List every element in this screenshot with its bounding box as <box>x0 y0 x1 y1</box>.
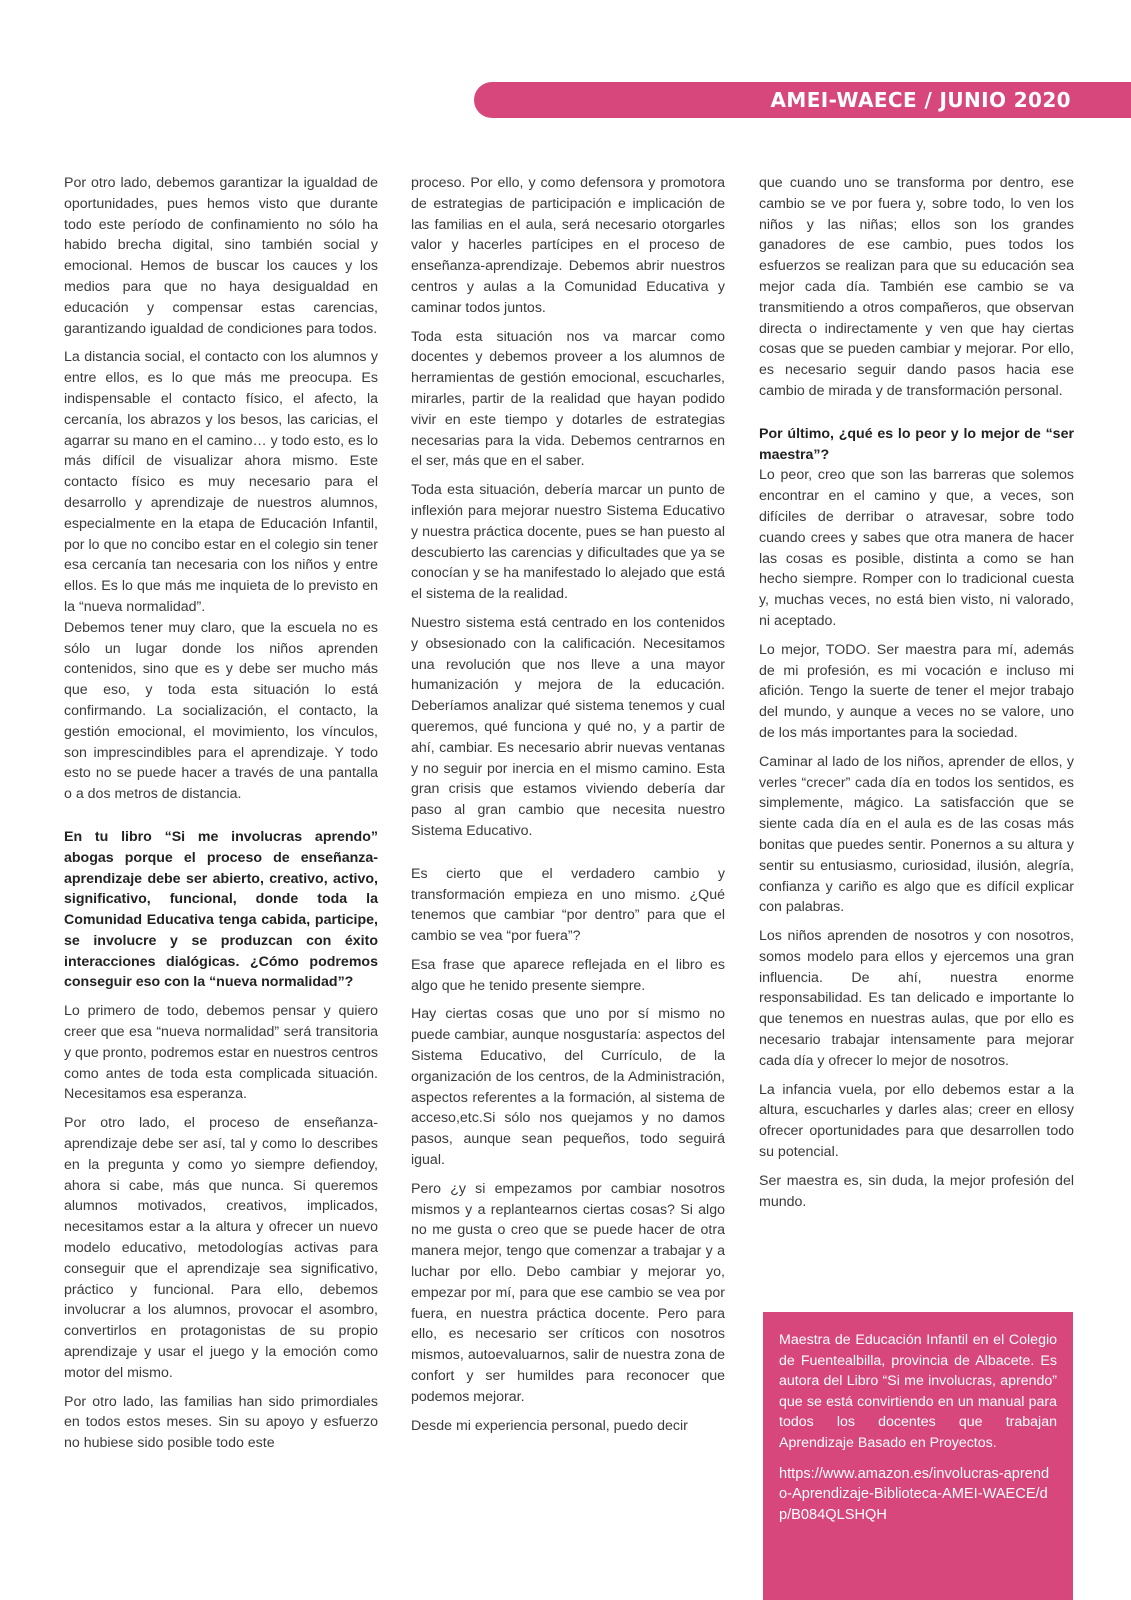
paragraph: La distancia social, el contacto con los alumnos y entre ellos, es lo que más me preocupa. Es indispensable el contacto físico, el afecto, la cercanía, los abrazos y los besos, las caricias, el agarrar su mano en el camino… y todo esto, es lo más difícil de visualizar ahora mismo. Este contacto físico es muy necesario para el desarrollo y aprendizaje de nuestros alumnos, especialmente en la etapa de Educación Infantil, por lo que no concibo estar en el colegio sin tener esa cercanía tan necesaria con los niños y entre ellos. Es lo que más me inquieta de lo previsto en la “nueva normalidad”. <box>64 349 378 615</box>
paragraph: Ser maestra es, sin duda, la mejor profesión del mundo. <box>759 1172 1074 1210</box>
paragraph: Toda esta situación nos va marcar como docentes y debemos proveer a los alumnos de herramientas de gestión emocional, escucharles, mirarles, partir de la realidad que hayan podido vivir en este tiempo y dotarles de estrategias necesarias para la vida. Debemos centrarnos en el ser, más que en el saber. <box>411 328 725 470</box>
paragraph: Caminar al lado de los niños, aprender de ellos, y verles “crecer” cada día en todos los sentidos, es simplemente, mágico. La satisfacción que se siente cada día en el aula es de las cosas más bonitas que puedes sentir. Ponernos a su altura y sentir su entusiasmo, curiosidad, ilusión, alegría, confianza y cariño es algo que es difícil explicar con palabras. <box>759 753 1074 916</box>
paragraph: Los niños aprenden de nosotros y con nosotros, somos modelo para ellos y ejercemos una gran influencia. De ahí, nuestra enorme responsabilidad. Es tan delicado e importante lo que tenemos en nuestras aulas, que por ello es necesario trabajar intensamente para mejorar cada día y ofrecer lo mejor de nosotros. <box>759 928 1074 1069</box>
paragraph: Lo primero de todo, debemos pensar y quiero creer que esa “nueva normalidad” será transitoria y que pronto, podremos estar en nuestros centros como antes de toda esta complicada situación. Necesitamos esa esperanza. <box>64 1003 378 1103</box>
paragraph: La infancia vuela, por ello debemos estar a la altura, escucharles y darles alas; creer en ellosy ofrecer oportunidades para que desarrollen todo su potencial. <box>759 1081 1074 1161</box>
paragraph: Pero ¿y si empezamos por cambiar nosotros mismos y a replantearnos ciertas cosas? Si algo no me gusta o creo que se puede hacer de otra manera mejor, tengo que comenzar a trabajar y a luchar por ello. Debo cambiar y mejorar yo, empezar por mí, para que ese cambio se vea por fuera, en nuestra práctica docente. Pero para ello, es necesario ser críticos con nosotros mismos, autoevaluarnos, salir de nuestra zona de confort y ser humildes para reconocer que podemos mejorar. <box>411 1180 725 1405</box>
paragraph: Esa frase que aparece reflejada en el libro es algo que he tenido presente siempre. <box>411 956 725 994</box>
paragraph: Por otro lado, el proceso de enseñanza-aprendizaje debe ser así, tal y como lo describes en la pregunta y como yo siempre defiendoy, ahora si cabe, más que nunca. Si queremos alumnos motivados, creativos, implicados, necesitamos estar a la altura y ofrecer un nuevo modelo educativo, metodologías activas para conseguir que el aprendizaje sea significativo, práctico y funcional. Para ello, debemos involucrar a los alumnos, provocar el asombro, convertirlos en protagonistas de su propio aprendizaje y usar el juego y la emoción como motor del mismo. <box>64 1115 378 1381</box>
header-title: AMEI-WAECE / JUNIO 2020 <box>770 88 1071 112</box>
header-bar <box>474 82 1131 118</box>
paragraph: Por otro lado, las familias han sido primordiales en todos estos meses. Sin su apoyo y esfuerzo no hubiese sido posible todo este <box>64 1393 378 1452</box>
column-1 <box>64 173 378 1462</box>
paragraph: Por otro lado, debemos garantizar la igualdad de oportunidades, pues hemos visto que durante todo este período de confinamiento no sólo ha habido brecha digital, sino también social y emocional. Hemos de buscar los cauces y los medios para que no haya desigualdad en educación y compensar estas carencias, garantizando igualdad de condiciones para todos. <box>64 175 378 337</box>
paragraph: Hay ciertas cosas que uno por sí mismo no puede cambiar, aunque nosgustaría: aspectos del Sistema Educativo, del Currículo, de la organización de los centros, de la Administración, aspectos referentes a la formación, al sistema de acceso,etc.Si sólo nos quejamos y no damos pasos, aunque sean pequeños, todo seguirá igual. <box>411 1006 725 1169</box>
question-heading: Por último, ¿qué es lo peor y lo mejor de “ser maestra”? <box>759 425 1074 463</box>
paragraph: proceso. Por ello, y como defensora y promotora de estrategias de participación e implicación de las familias en el aula, será necesario otorgarles valor y hacerles partícipes en el proceso de enseñanza-aprendizaje. Debemos abrir nuestros centros y aulas a la Comunidad Educativa y caminar todos juntos. <box>411 175 725 316</box>
paragraph: Nuestro sistema está centrado en los contenidos y obsesionado con la calificación. Necesitamos una revolución que nos lleve a una mayor humanización y mejora de la educación. Deberíamos analizar qué sistema tenemos y cual queremos, qué funciona y qué no, y a partir de ahí, cambiar. Es necesario abrir nuevas ventanas y no seguir por inercia en el mismo camino. Esta gran crisis que estamos viviendo debería dar paso al gran cambio que necesita nuestro Sistema Educativo. <box>411 614 725 839</box>
author-bio-text: Maestra de Educación Infantil en el Colegio de Fuentealbilla, provincia de Albacete. Es autora del Libro “Si me involucras, aprendo” que se está convirtiendo en un manual para todos los docentes que trabajan Aprendizaje Basado en Proyectos. <box>779 1332 1057 1451</box>
paragraph: Es cierto que el verdadero cambio y transformación empieza en uno mismo. ¿Qué tenemos que cambiar “por dentro” para que el cambio se vea “por fuera”? <box>411 865 725 945</box>
paragraph: que cuando uno se transforma por dentro, ese cambio se ve por fuera y, sobre todo, lo ven los niños y las niñas; ellos son los grandes ganadores de ese cambio, pues todos los esfuerzos se realizan para que su educación sea mejor cada día. También ese cambio se va transmitiendo a otros compañeros, que observan directa o indirectamente y ven que hay ciertas cosas que se pueden cambiar y mejorar. Por ello, es necesario seguir dando pasos hacia ese cambio de mirada y de transformación personal. <box>759 175 1074 399</box>
book-link[interactable]: https://www.amazon.es/involucras-aprendo-Aprendizaje-Biblioteca-AMEI-WAECE/dp/B084QLSHQH <box>779 1465 1050 1523</box>
paragraph: Lo mejor, TODO. Ser maestra para mí, además de mi profesión, es mi vocación e incluso mi afición. Tengo la suerte de tener el mejor trabajo del mundo, y aunque a veces no se valore, uno de los más importantes para la sociedad. <box>759 641 1074 741</box>
paragraph: Desde mi experiencia personal, puedo decir <box>411 1417 688 1434</box>
author-bio-box <box>763 1312 1073 1600</box>
question-heading: En tu libro “Si me involucras aprendo” abogas porque el proceso de enseñanza-aprendizaje debe ser abierto, creativo, activo, significativo, funcional, donde toda la Comunidad Educativa tenga cabida, participe, se involucre y se produzcan con éxito interacciones dialógicas. ¿Cómo podremos conseguir eso con la “nueva normalidad”? <box>64 828 378 991</box>
paragraph: Debemos tener muy claro, que la escuela no es sólo un lugar donde los niños aprenden contenidos, sino que es y debe ser mucho más que eso, y toda esta situación lo está confirmando. La socialización, el contacto, la gestión emocional, el movimiento, los vínculos, son imprescindibles para el aprendizaje. Y todo esto no se puede hacer a través de una pantalla o a dos metros de distancia. <box>64 619 378 803</box>
paragraph: Lo peor, creo que son las barreras que solemos encontrar en el camino y que, a veces, son difíciles de derribar o atravesar, sobre todo cuando crees y sabes que otra manera de hacer las cosas es posible, distinta a como se han hecho siempre. Romper con lo tradicional cuesta y, muchas veces, no está bien visto, ni valorado, ni aceptado. <box>759 467 1074 629</box>
column-3 <box>759 173 1074 1220</box>
column-2 <box>411 173 725 1444</box>
paragraph: Toda esta situación, debería marcar un punto de inflexión para mejorar nuestro Sistema Educativo y nuestra práctica docente, pues se han puesto al descubierto las carencias y dificultades que ya se conocían y se ha manifestado lo alejado que está el sistema de la realidad. <box>411 482 725 603</box>
